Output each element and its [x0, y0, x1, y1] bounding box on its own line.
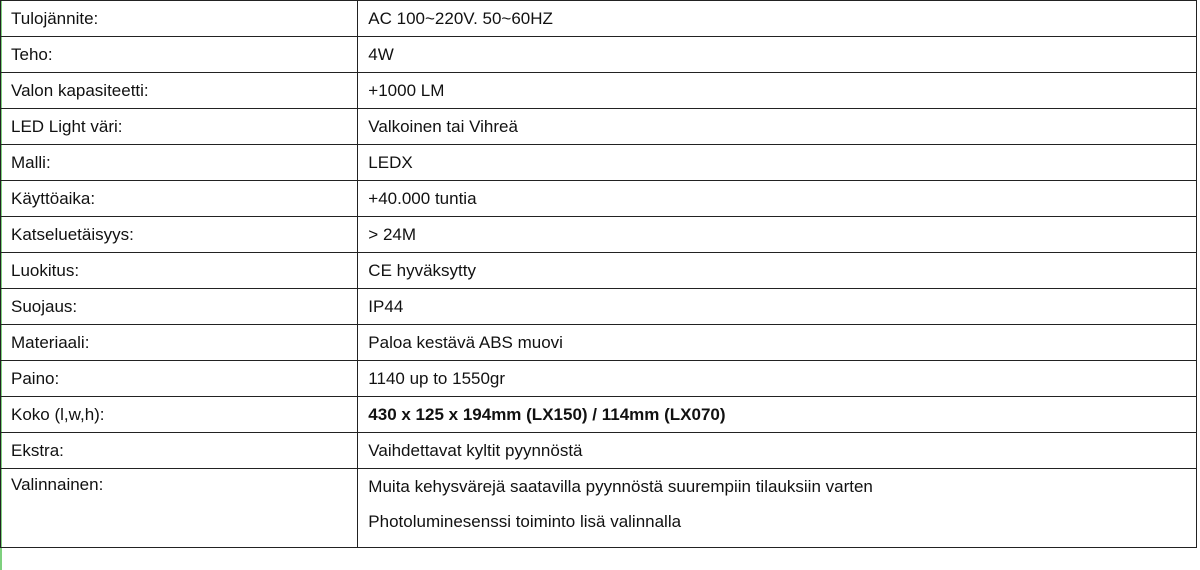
row-value: IP44 [358, 289, 1197, 325]
row-label: Ekstra: [1, 433, 358, 469]
row-label: Valon kapasiteetti: [1, 73, 358, 109]
row-value-line: Photoluminesenssi toiminto lisä valinnalla [368, 512, 682, 531]
table-row [1, 361, 1197, 397]
row-value: +40.000 tuntia [358, 181, 1197, 217]
row-value: CE hyväksytty [358, 253, 1197, 289]
specification-table-body [1, 1, 1197, 548]
table-row [1, 433, 1197, 469]
row-label: Teho: [1, 37, 358, 73]
table-row [1, 181, 1197, 217]
row-label: Luokitus: [1, 253, 358, 289]
row-value: 4W [358, 37, 1197, 73]
table-row [1, 289, 1197, 325]
table-row [1, 145, 1197, 181]
row-value: Paloa kestävä ABS muovi [358, 325, 1197, 361]
row-label: Käyttöaika: [1, 181, 358, 217]
row-label: LED Light väri: [1, 109, 358, 145]
table-row [1, 109, 1197, 145]
row-value: AC 100~220V. 50~60HZ [358, 1, 1197, 37]
table-row [1, 73, 1197, 109]
table-row [1, 325, 1197, 361]
row-label: Valinnainen: [1, 469, 358, 548]
row-value: Valkoinen tai Vihreä [358, 109, 1197, 145]
row-value-multiline [358, 469, 1197, 548]
row-label: Suojaus: [1, 289, 358, 325]
row-label: Tulojännite: [1, 1, 358, 37]
row-value: LEDX [358, 145, 1197, 181]
row-value: 1140 up to 1550gr [358, 361, 1197, 397]
row-value-line: Muita kehysvärejä saatavilla pyynnöstä suurempiin tilauksiin varten [368, 477, 873, 496]
row-label: Koko (l,w,h): [1, 397, 358, 433]
row-label: Katseluetäisyys: [1, 217, 358, 253]
table-row [1, 397, 1197, 433]
table-row [1, 253, 1197, 289]
row-label: Paino: [1, 361, 358, 397]
table-row [1, 37, 1197, 73]
table-row [1, 1, 1197, 37]
row-value: +1000 LM [358, 73, 1197, 109]
row-label: Malli: [1, 145, 358, 181]
table-row [1, 217, 1197, 253]
row-value: Vaihdettavat kyltit pyynnöstä [358, 433, 1197, 469]
table-row [1, 469, 1197, 548]
row-value: 430 x 125 x 194mm (LX150) / 114mm (LX070) [358, 397, 1197, 433]
row-label: Materiaali: [1, 325, 358, 361]
row-value: > 24M [358, 217, 1197, 253]
